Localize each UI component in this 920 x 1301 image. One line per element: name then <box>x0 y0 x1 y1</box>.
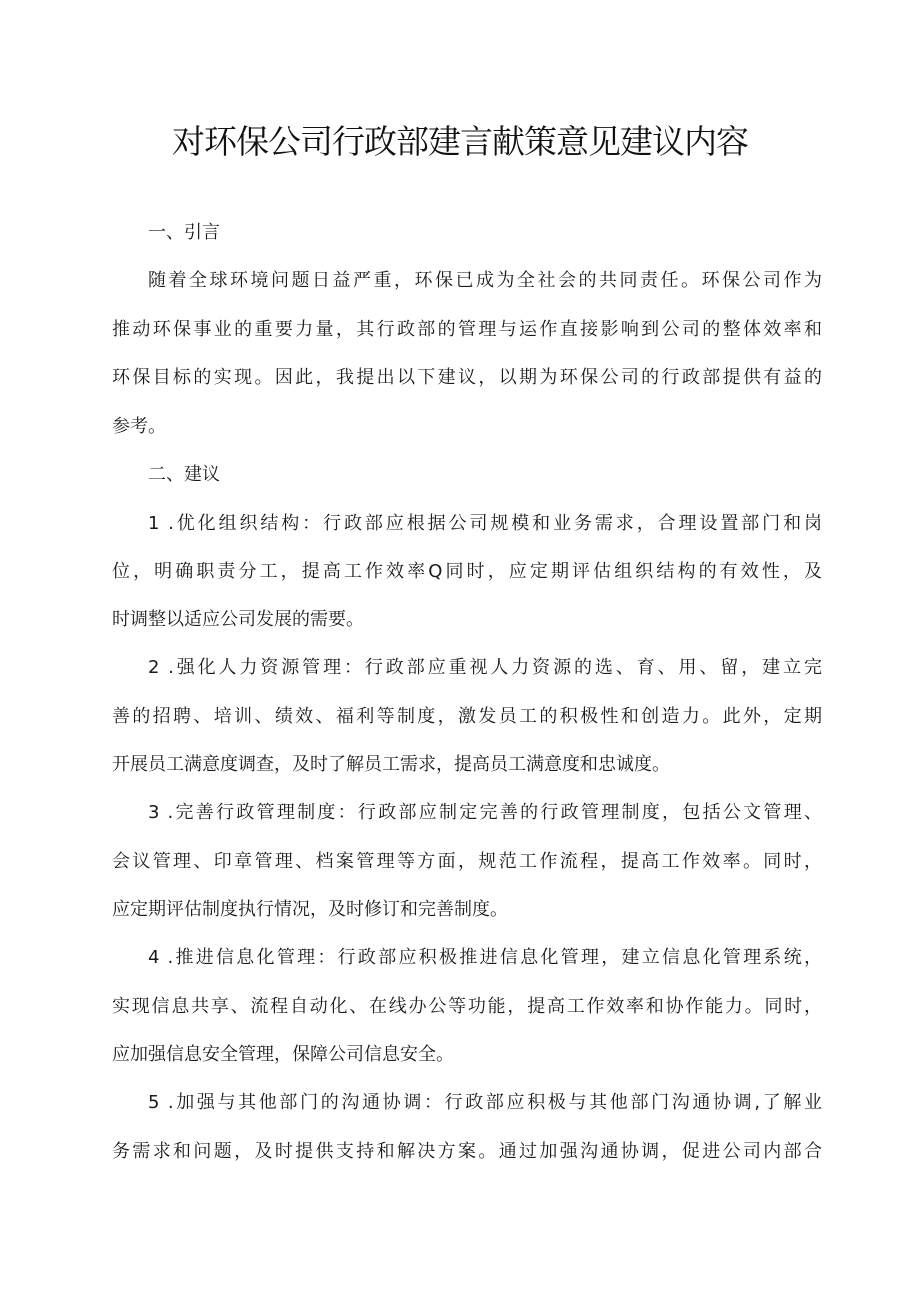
paragraph-line: 2 .强化人力资源管理：行政部应重视人力资源的选、育、用、留，建立完 <box>148 657 822 678</box>
paragraph-line: 善的招聘、培训、绩效、福利等制度，激发员工的积极性和创造力。此外，定期 <box>112 706 822 727</box>
paragraph-line: 务需求和问题，及时提供支持和解决方案。通过加强沟通协调，促进公司内部合 <box>112 1141 822 1162</box>
paragraph-line: 参考。 <box>112 416 166 437</box>
section-heading-suggestions: 二、建议 <box>148 464 220 485</box>
paragraph-line: 开展员工满意度调查，及时了解员工需求，提高员工满意度和忠诚度。 <box>112 754 670 775</box>
paragraph-line: 位，明确职责分工，提高工作效率Q同时，应定期评估组织结构的有效性，及 <box>112 561 822 582</box>
paragraph-line: 环保目标的实现。因此，我提出以下建议，以期为环保公司的行政部提供有益的 <box>112 367 822 388</box>
paragraph-line: 4 .推进信息化管理：行政部应积极推进信息化管理，建立信息化管理系统， <box>148 947 822 968</box>
paragraph-line: 1 .优化组织结构：行政部应根据公司规模和业务需求，合理设置部门和岗 <box>148 513 822 534</box>
paragraph-line: 会议管理、印章管理、档案管理等方面，规范工作流程，提高工作效率。同时， <box>112 851 822 872</box>
document-title: 对环保公司行政部建言献策意见建议内容 <box>172 122 748 161</box>
paragraph-line: 时调整以适应公司发展的需要。 <box>112 609 364 630</box>
paragraph-line: 5 .加强与其他部门的沟通协调：行政部应积极与其他部门沟通协调,了解业 <box>148 1092 822 1113</box>
paragraph-line: 应加强信息安全管理，保障公司信息安全。 <box>112 1044 454 1065</box>
paragraph-line: 实现信息共享、流程自动化、在线办公等功能，提高工作效率和协作能力。同时， <box>112 996 822 1017</box>
section-heading-intro: 一、引言 <box>148 222 220 243</box>
paragraph-line: 随着全球环境问题日益严重，环保已成为全社会的共同责任。环保公司作为 <box>148 270 822 291</box>
paragraph-line: 应定期评估制度执行情况，及时修订和完善制度。 <box>112 899 508 920</box>
paragraph-line: 推动环保事业的重要力量，其行政部的管理与运作直接影响到公司的整体效率和 <box>112 319 822 340</box>
paragraph-line: 3 .完善行政管理制度：行政部应制定完善的行政管理制度，包括公文管理、 <box>148 802 822 823</box>
